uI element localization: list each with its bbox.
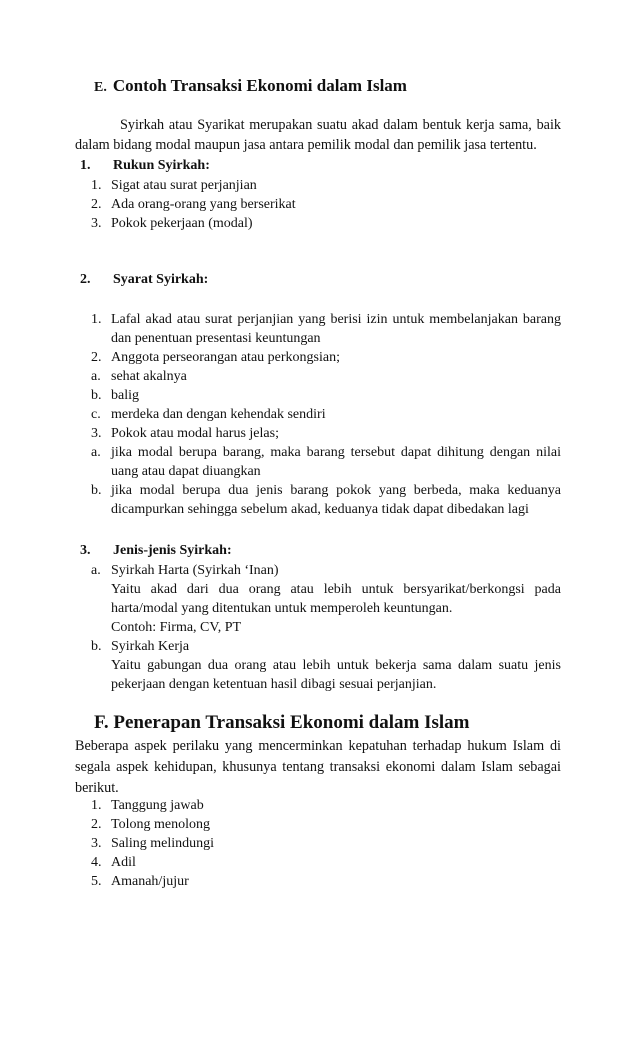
list-marker: 2. [91, 350, 102, 365]
list-marker: 2. [91, 817, 102, 832]
list-marker: 1. [91, 178, 102, 193]
list-item-text: merdeka dan dengan kehendak sendiri [111, 407, 326, 422]
list-marker: 3. [91, 426, 102, 441]
list-item-text: Adil [111, 855, 136, 870]
syarat-title: Syarat Syirkah: [113, 272, 209, 287]
jenis-b-title: Syirkah Kerja [111, 639, 190, 654]
list-item-text: Pokok pekerjaan (modal) [111, 216, 253, 231]
list-item [91, 405, 561, 424]
list-item-text: Sigat atau surat perjanjian [111, 178, 257, 193]
section-e-letter: E. [94, 80, 107, 95]
list-item [91, 872, 561, 891]
list-marker: a. [91, 563, 101, 578]
list-marker: b. [91, 483, 102, 498]
syarat-heading [80, 272, 208, 288]
list-marker: 5. [91, 874, 102, 889]
list-marker: 3. [91, 216, 102, 231]
list-marker: b. [91, 388, 102, 403]
jenis-title: Jenis-jenis Syirkah: [113, 543, 232, 558]
jenis-list [91, 561, 561, 694]
list-item-text: jika modal berupa barang, maka barang tersebut dapat dihitung dengan nilai uang atau dapat diuangkan [111, 445, 561, 479]
list-item [91, 443, 561, 481]
list-item [91, 367, 561, 386]
list-item [91, 386, 561, 405]
list-item [91, 853, 561, 872]
list-marker: 1. [91, 798, 102, 813]
list-item-text: Ada orang-orang yang berserikat [111, 197, 296, 212]
list-marker: 1. [91, 312, 102, 327]
list-item [91, 561, 561, 637]
list-item-text: Amanah/jujur [111, 874, 189, 889]
section-f-intro: Beberapa aspek perilaku yang mencerminkan kepatuhan terhadap hukum Islam di segala aspek kehidupan, khusunya tentang transaksi ekonomi dalam Islam sebagai berikut. [75, 738, 561, 796]
list-marker: a. [91, 369, 101, 384]
list-marker: 2. [91, 197, 102, 212]
list-marker: 3. [91, 836, 102, 851]
list-item [91, 176, 561, 195]
list-item [91, 424, 561, 443]
section-e-heading [94, 76, 407, 96]
list-item-text: Lafal akad atau surat perjanjian yang berisi izin untuk membelanjakan barang dan penentuan presentasi keuntungan [111, 312, 561, 346]
list-item [91, 481, 561, 519]
list-item-text: sehat akalnya [111, 369, 187, 384]
rukun-list [91, 176, 561, 233]
section-f-heading: F. Penerapan Transaksi Ekonomi dalam Islam [94, 712, 470, 733]
list-marker: 4. [91, 855, 102, 870]
section-f-list [91, 796, 561, 891]
jenis-a-title: Syirkah Harta (Syirkah ‘Inan) [111, 563, 279, 578]
list-item [91, 195, 561, 214]
list-item [91, 796, 561, 815]
list-item-text: Tolong menolong [111, 817, 210, 832]
section-e-intro: Syirkah atau Syarikat merupakan suatu akad dalam bentuk kerja sama, baik dalam bidang modal maupun jasa antara pemilik modal dan pemilik jasa tertentu. [75, 117, 561, 153]
section-e-title: Contoh Transaksi Ekonomi dalam Islam [112, 76, 407, 95]
list-item-text: jika modal berupa dua jenis barang pokok yang berbeda, maka keduanya dicampurkan sehingga sebelum akad, keduanya tidak dapat dibedakan lagi [111, 483, 561, 517]
list-item-text: Tanggung jawab [111, 798, 204, 813]
list-item [91, 637, 561, 694]
rukun-number: 1. [80, 158, 91, 173]
rukun-title: Rukun Syirkah: [113, 158, 210, 173]
list-item [91, 815, 561, 834]
list-item [91, 348, 561, 367]
list-marker: b. [91, 639, 102, 654]
list-marker: a. [91, 445, 101, 460]
list-item-text: balig [111, 388, 139, 403]
syarat-list [91, 310, 561, 519]
list-item-text: Saling melindungi [111, 836, 215, 851]
list-marker: c. [91, 407, 101, 422]
list-item [91, 834, 561, 853]
jenis-a-example: Contoh: Firma, CV, PT [111, 620, 242, 635]
jenis-a-desc: Yaitu akad dari dua orang atau lebih untuk bersyarikat/berkongsi pada harta/modal yang ditentukan untuk memperoleh keuntungan. [111, 582, 561, 616]
list-item-text: Pokok atau modal harus jelas; [111, 426, 279, 441]
list-item [91, 214, 561, 233]
syarat-number: 2. [80, 272, 91, 287]
rukun-heading [80, 158, 210, 174]
jenis-b-desc: Yaitu gabungan dua orang atau lebih untuk bekerja sama dalam suatu jenis pekerjaan dengan ketentuan hasil dibagi sesuai perjanjian. [111, 658, 561, 692]
list-item-text: Anggota perseorangan atau perkongsian; [111, 350, 340, 365]
jenis-number: 3. [80, 543, 91, 558]
jenis-heading [80, 543, 232, 559]
list-item [91, 310, 561, 348]
